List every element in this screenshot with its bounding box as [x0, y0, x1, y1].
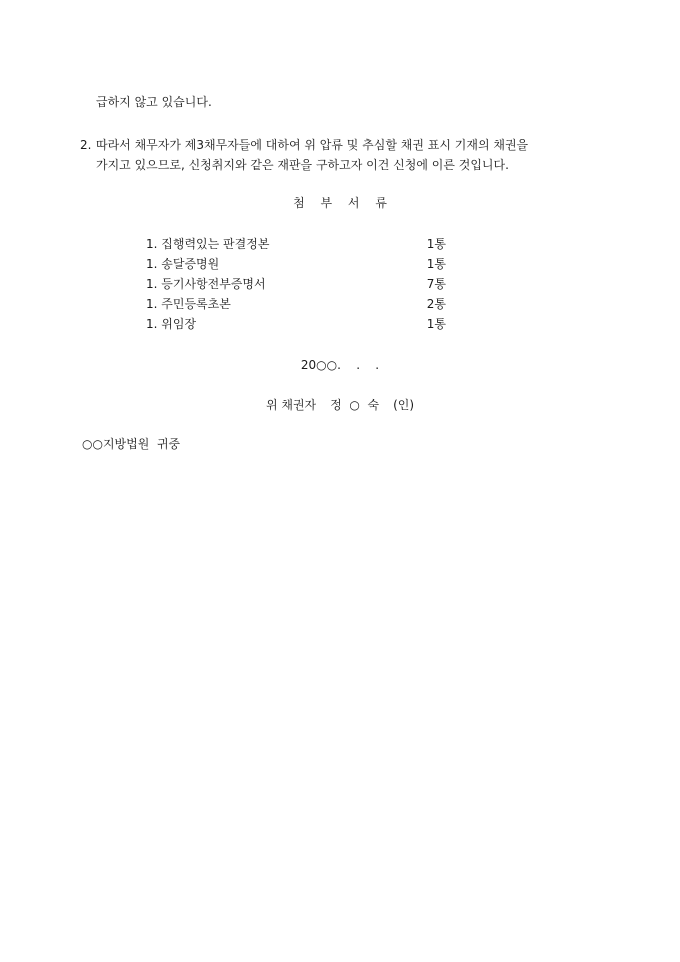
- attachment-quantity: 2통: [426, 297, 446, 311]
- paragraph-2-line-2: 가지고 있으므로, 신청취지와 같은 재판을 구하고자 이건 신청에 이른 것입니다.: [96, 158, 509, 172]
- attachment-item: [146, 257, 456, 277]
- paragraph-2-number: 2.: [80, 138, 92, 152]
- attachment-quantity: 1통: [426, 237, 446, 251]
- attachment-item: [146, 237, 456, 257]
- attachment-name: 1. 등기사항전부증명서: [146, 277, 266, 291]
- attachment-quantity: 1통: [426, 317, 446, 331]
- attachment-name: 1. 송달증명원: [146, 257, 220, 271]
- signature-line: [0, 398, 680, 412]
- attachment-item: [146, 317, 456, 337]
- attachment-quantity: 1통: [426, 257, 446, 271]
- attachment-name: 1. 주민등록초본: [146, 297, 231, 311]
- paragraph-1-tail: 급하지 않고 있습니다.: [96, 95, 212, 109]
- attachment-item: [146, 277, 456, 297]
- signer-name: 정 ○ 숙: [330, 398, 380, 412]
- court-addressee: ○○지방법원 귀중: [82, 437, 181, 451]
- attachments-list: [146, 237, 456, 337]
- attachment-name: 1. 집행력있는 판결정본: [146, 237, 270, 251]
- seal-mark: (인): [393, 398, 415, 412]
- paragraph-2-line-1: 따라서 채무자가 제3채무자들에 대하여 위 압류 및 추심할 채권 표시 기재의 채권을: [96, 138, 529, 152]
- signer-label: 위 채권자: [265, 398, 317, 412]
- attachment-item: [146, 297, 456, 317]
- attachments-title: 첨 부 서 류: [293, 196, 387, 210]
- attachment-name: 1. 위임장: [146, 317, 197, 331]
- filing-date: 20○○. . .: [300, 358, 380, 372]
- attachment-quantity: 7통: [426, 277, 446, 291]
